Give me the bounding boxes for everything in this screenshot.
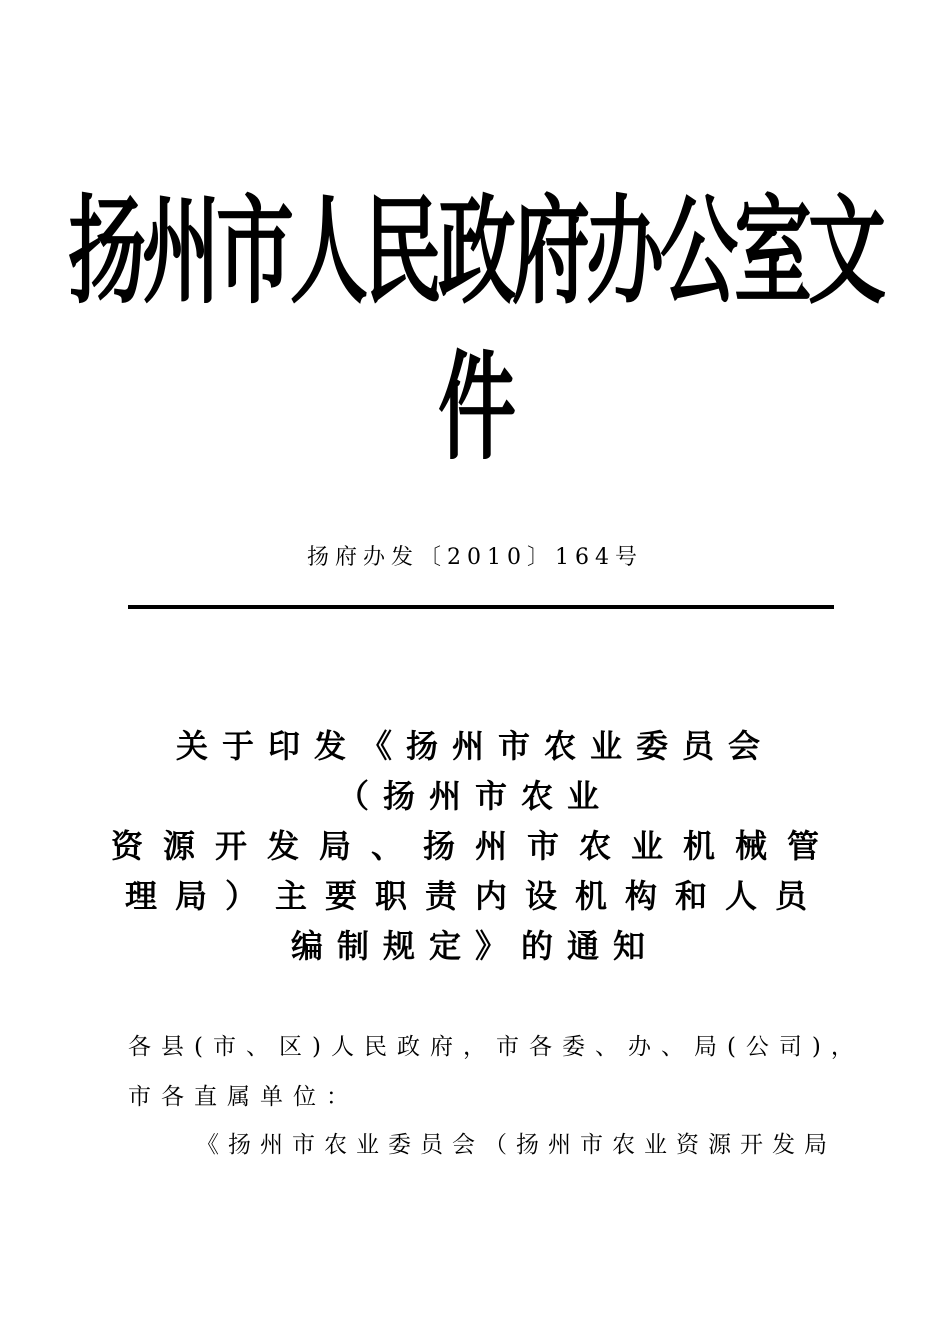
notice-title-line-4: 理局）主要职责内设机构和人员 — [124, 877, 825, 915]
header-divider — [128, 605, 834, 609]
notice-title-line-3: 资源开发局、扬州市农业机械管 — [110, 827, 839, 865]
notice-title-line-5: 编制规定》的通知 — [290, 927, 659, 965]
document-number: 扬府办发〔2010〕164号 — [307, 545, 643, 570]
issuer-title-line-2: 件 — [437, 341, 512, 477]
notice-title-line-2: （扬州市农业 — [336, 777, 613, 815]
notice-title-line-1: 关于印发《扬州市农业委员会 — [175, 727, 774, 765]
issuer-title-line-1: 扬州市人民政府办公室文 — [67, 185, 882, 321]
recipients-line-1: 各县(市、区)人民政府，市各委、办、局(公司)， — [128, 1034, 864, 1060]
body-paragraph-start: 《扬州市农业委员会（扬州市农业资源开发局 — [196, 1132, 836, 1158]
recipients-line-2: 市各直属单位： — [128, 1084, 359, 1110]
